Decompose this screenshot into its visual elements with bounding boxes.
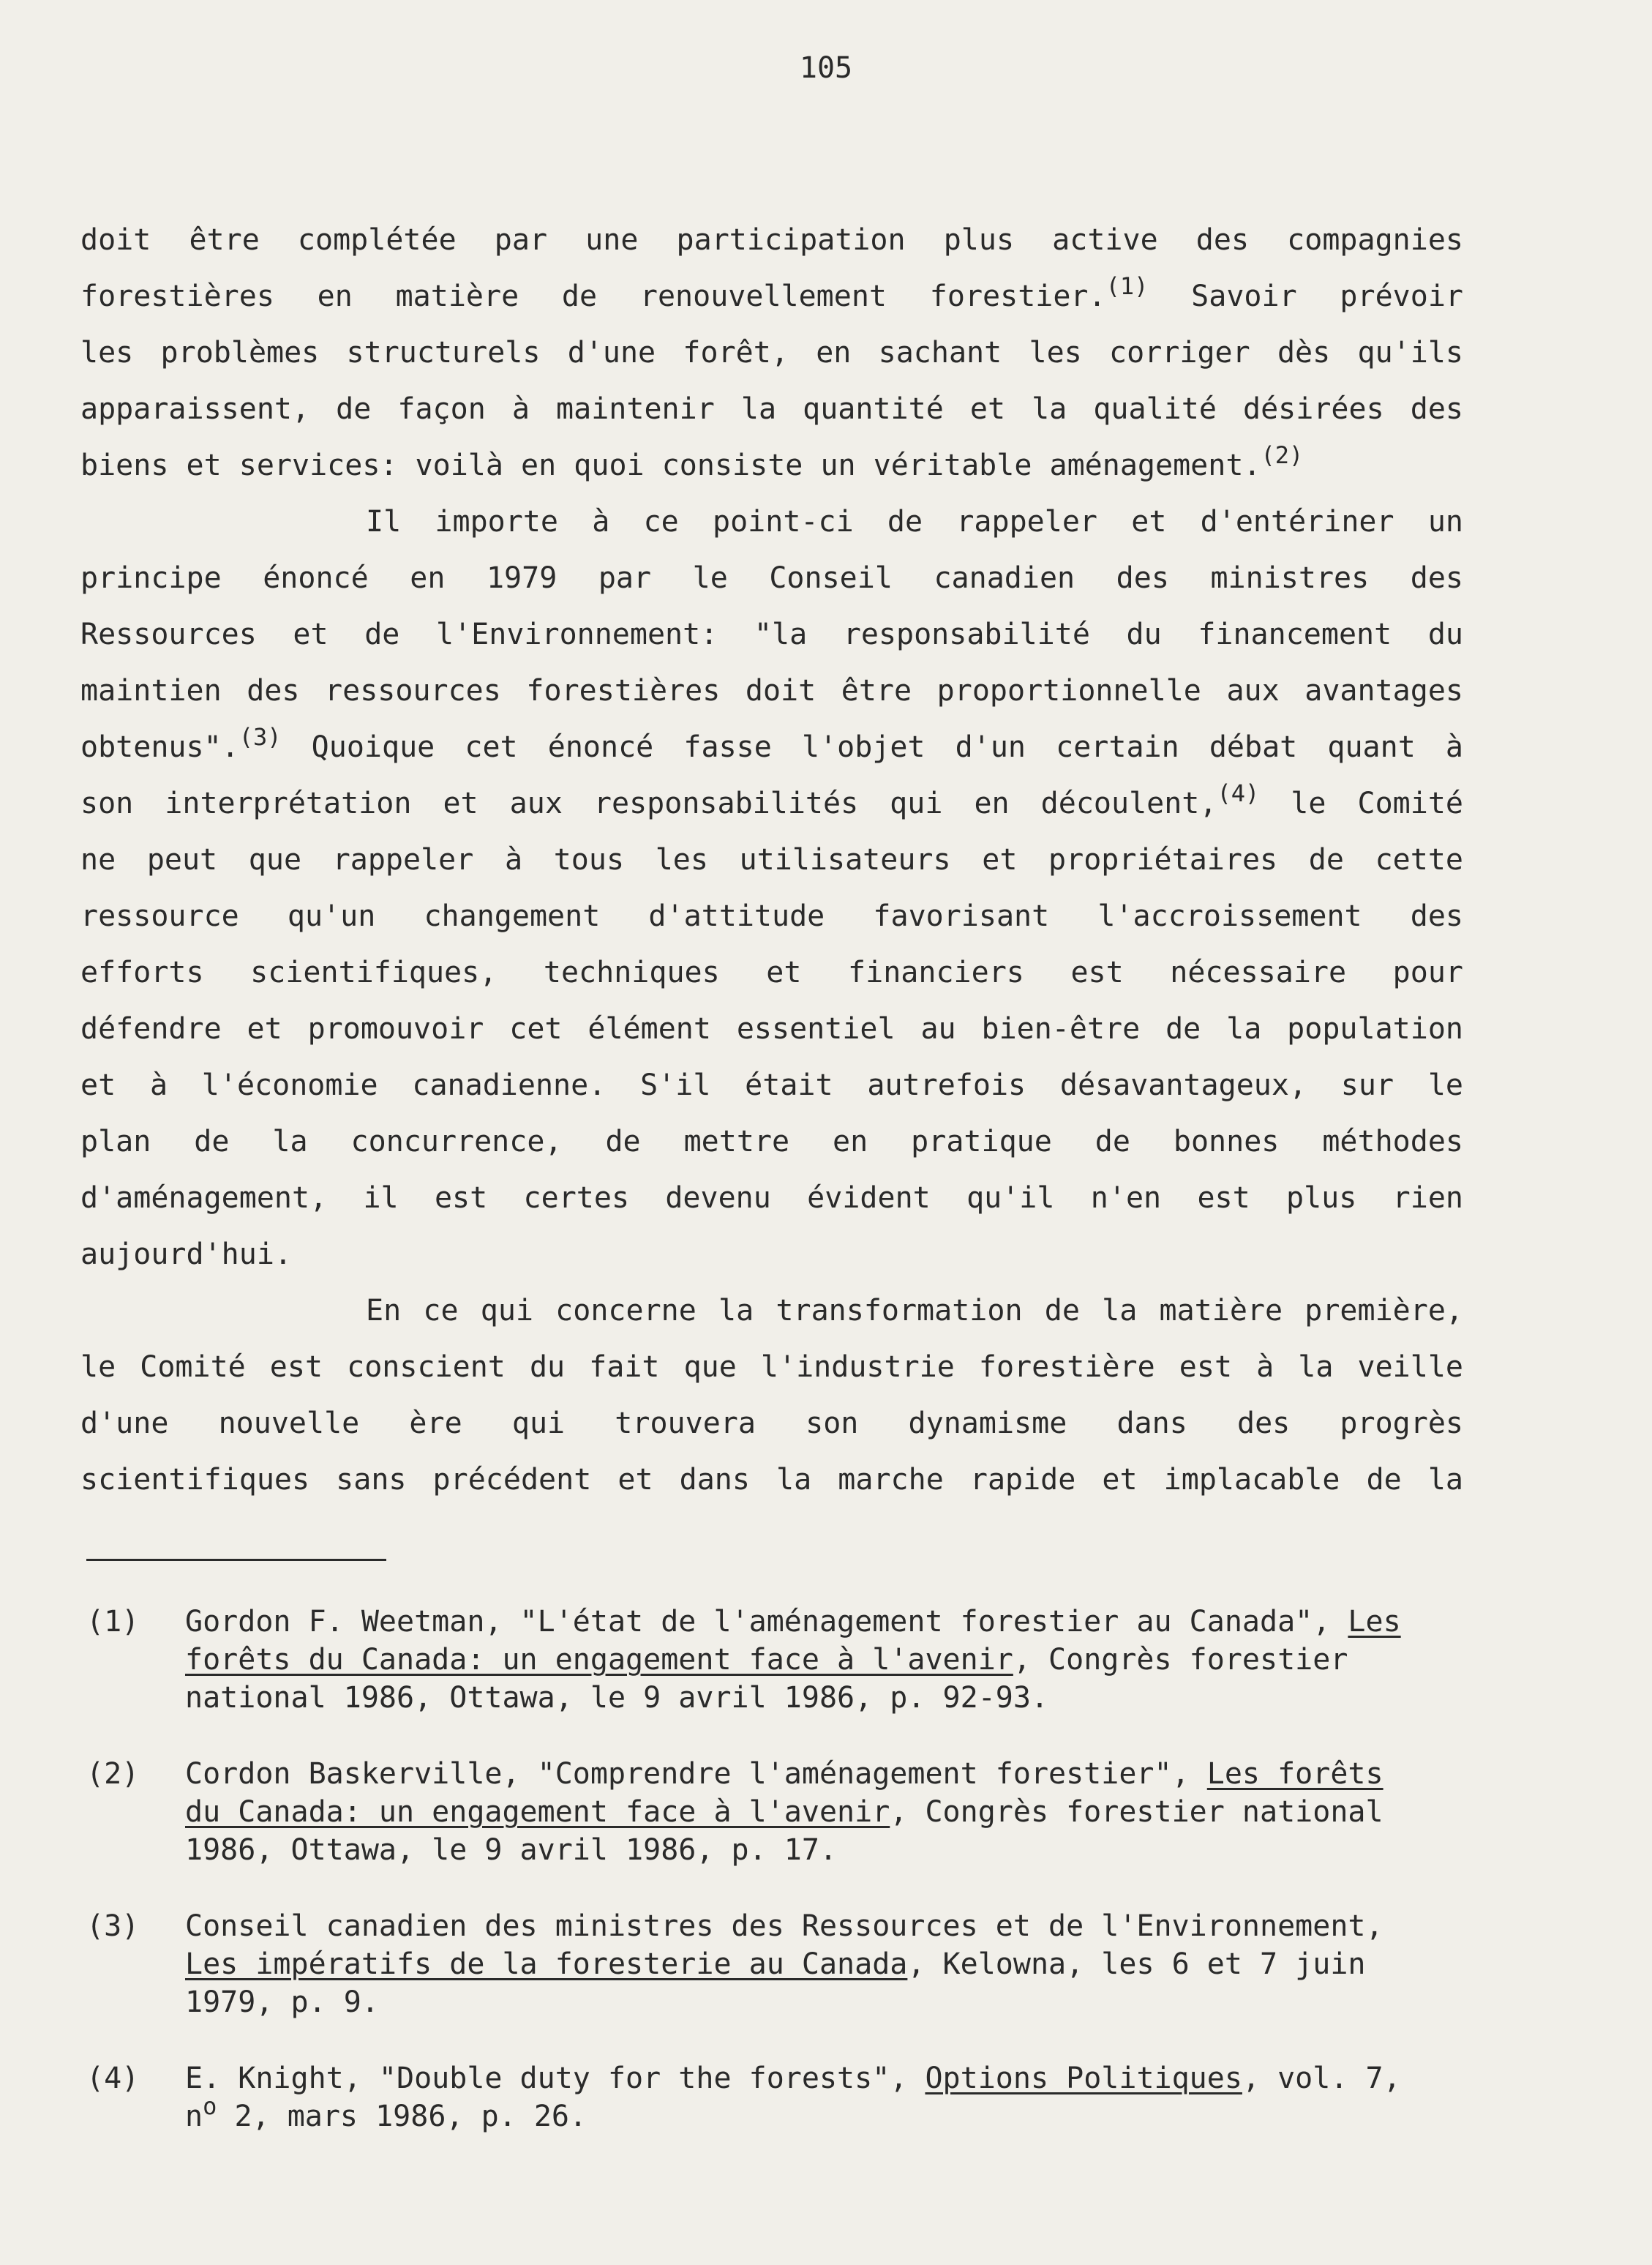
text-segment: Il importe à ce point-ci de rappeler et d'entériner un: [366, 505, 1463, 539]
text-segment: maintien des ressources forestières doit être proportionnelle aux avantages: [80, 674, 1463, 708]
text-line: [80, 663, 1463, 719]
text-line: [80, 438, 1463, 494]
footnote-number: (4): [86, 2062, 140, 2095]
text-segment: aujourd'hui.: [80, 1238, 292, 1271]
footnote-text: o: [203, 2092, 217, 2120]
text-segment: doit être complétée par une participation plus active des compagnies: [80, 223, 1463, 257]
footnote-line: [185, 1793, 1484, 1831]
text-segment: ne peut que rappeler à tous les utilisateurs et propriétaires de cette: [80, 843, 1463, 877]
footnote-text: , Congrès forestier: [1013, 1643, 1348, 1677]
text-line: [80, 494, 1463, 550]
footnote-line: [185, 1679, 1484, 1717]
text-segment: ressource qu'un changement d'attitude favorisant l'accroissement des: [80, 899, 1463, 933]
underlined-title: Options Politiques: [925, 2062, 1242, 2095]
footnote-number: (3): [86, 1909, 140, 1943]
footnote-rule: [86, 1559, 386, 1561]
underlined-title: forêts du Canada: un engagement face à l'avenir: [185, 1643, 1013, 1677]
footnotes: [86, 1603, 1484, 2174]
text-line: [80, 381, 1463, 438]
text-line: [80, 1114, 1463, 1170]
footnote-text: Conseil canadien des ministres des Ressources et de l'Environnement,: [185, 1909, 1383, 1943]
footnote: [86, 1755, 1484, 1869]
text-line: [80, 1452, 1463, 1508]
footnote-text: n: [185, 2100, 203, 2133]
page-number: 105: [799, 51, 853, 85]
footnote-text: 1979, p. 9.: [185, 1985, 379, 2019]
text-line: [80, 719, 1463, 776]
text-line: [80, 1057, 1463, 1114]
text-line: [80, 1170, 1463, 1227]
text-segment: principe énoncé en 1979 par le Conseil canadien des ministres des: [80, 561, 1463, 595]
underlined-title: du Canada: un engagement face à l'avenir: [185, 1795, 890, 1829]
text-line: [80, 269, 1463, 325]
footnote-text: E. Knight, "Double duty for the forests",: [185, 2062, 926, 2095]
text-segment: d'aménagement, il est certes devenu évident qu'il n'en est plus rien: [80, 1181, 1463, 1215]
text-line: [80, 607, 1463, 663]
text-segment: Savoir prévoir: [1148, 280, 1464, 313]
footnote-ref: (4): [1217, 779, 1260, 807]
underlined-title: Les forêts: [1206, 1757, 1383, 1791]
text-line: [80, 776, 1463, 832]
text-segment: le Comité est conscient du fait que l'industrie forestière est à la veille: [80, 1350, 1463, 1384]
text-segment: Ressources et de l'Environnement: "la responsabilité du financement du: [80, 618, 1463, 651]
footnote-line: [185, 1641, 1484, 1679]
text-line: [80, 832, 1463, 888]
footnote-line: [185, 2092, 1484, 2135]
footnote-line: [185, 1907, 1484, 1945]
footnote-ref: (3): [239, 723, 282, 751]
footnote-number: (1): [86, 1605, 140, 1639]
footnote-line: [185, 1603, 1484, 1641]
text-line: [80, 325, 1463, 381]
text-line: [80, 1001, 1463, 1057]
footnote-text: 2, mars 1986, p. 26.: [217, 2100, 587, 2133]
text-segment: En ce qui concerne la transformation de la matière première,: [366, 1294, 1463, 1328]
footnote-text: , Congrès forestier national: [890, 1795, 1383, 1829]
text-segment: efforts scientifiques, techniques et financiers est nécessaire pour: [80, 956, 1463, 989]
text-segment: scientifiques sans précédent et dans la marche rapide et implacable de la: [80, 1463, 1463, 1497]
text-segment: et à l'économie canadienne. S'il était autrefois désavantageux, sur le: [80, 1068, 1463, 1102]
text-segment: d'une nouvelle ère qui trouvera son dynamisme dans des progrès: [80, 1407, 1463, 1440]
body-text: [80, 212, 1463, 1508]
text-line: [80, 1227, 1463, 1283]
footnote: [86, 1603, 1484, 1717]
text-segment: défendre et promouvoir cet élément essentiel au bien-être de la population: [80, 1012, 1463, 1046]
footnote-text: 1986, Ottawa, le 9 avril 1986, p. 17.: [185, 1833, 838, 1867]
footnote-line: [185, 1945, 1484, 1983]
text-line: [80, 945, 1463, 1001]
text-line: [80, 888, 1463, 945]
footnote-text: national 1986, Ottawa, le 9 avril 1986, p. 92-93.: [185, 1681, 1049, 1715]
text-segment: plan de la concurrence, de mettre en pratique de bonnes méthodes: [80, 1125, 1463, 1158]
footnote: [86, 2059, 1484, 2135]
footnote: [86, 1907, 1484, 2021]
text-segment: obtenus".: [80, 730, 239, 764]
text-line: [80, 550, 1463, 607]
footnote-line: [185, 1831, 1484, 1869]
text-line: [80, 1283, 1463, 1339]
underlined-title: Les impératifs de la foresterie au Canada: [185, 1947, 908, 1981]
text-segment: biens et services: voilà en quoi consiste un véritable aménagement.: [80, 449, 1261, 482]
footnote-text: Gordon F. Weetman, "L'état de l'aménagement forestier au Canada",: [185, 1605, 1348, 1639]
text-segment: apparaissent, de façon à maintenir la quantité et la qualité désirées des: [80, 392, 1463, 426]
text-line: [80, 1396, 1463, 1452]
text-line: [80, 212, 1463, 269]
text-segment: les problèmes structurels d'une forêt, en sachant les corriger dès qu'ils: [80, 336, 1463, 370]
text-segment: son interprétation et aux responsabilités qui en découlent,: [80, 787, 1217, 820]
footnote-text: , Kelowna, les 6 et 7 juin: [907, 1947, 1366, 1981]
footnote-line: [185, 2059, 1484, 2097]
text-line: [80, 1339, 1463, 1396]
text-segment: forestières en matière de renouvellement forestier.: [80, 280, 1106, 313]
footnote-ref: (2): [1261, 441, 1304, 469]
underlined-title: Les: [1348, 1605, 1401, 1639]
footnote-ref: (1): [1105, 272, 1149, 300]
footnote-line: [185, 1755, 1484, 1793]
footnote-number: (2): [86, 1757, 140, 1791]
text-segment: Quoique cet énoncé fasse l'objet d'un certain débat quant à: [281, 730, 1463, 764]
footnote-text: , vol. 7,: [1242, 2062, 1401, 2095]
text-segment: le Comité: [1259, 787, 1463, 820]
footnote-line: [185, 1983, 1484, 2021]
footnote-text: Cordon Baskerville, "Comprendre l'aménagement forestier",: [185, 1757, 1207, 1791]
